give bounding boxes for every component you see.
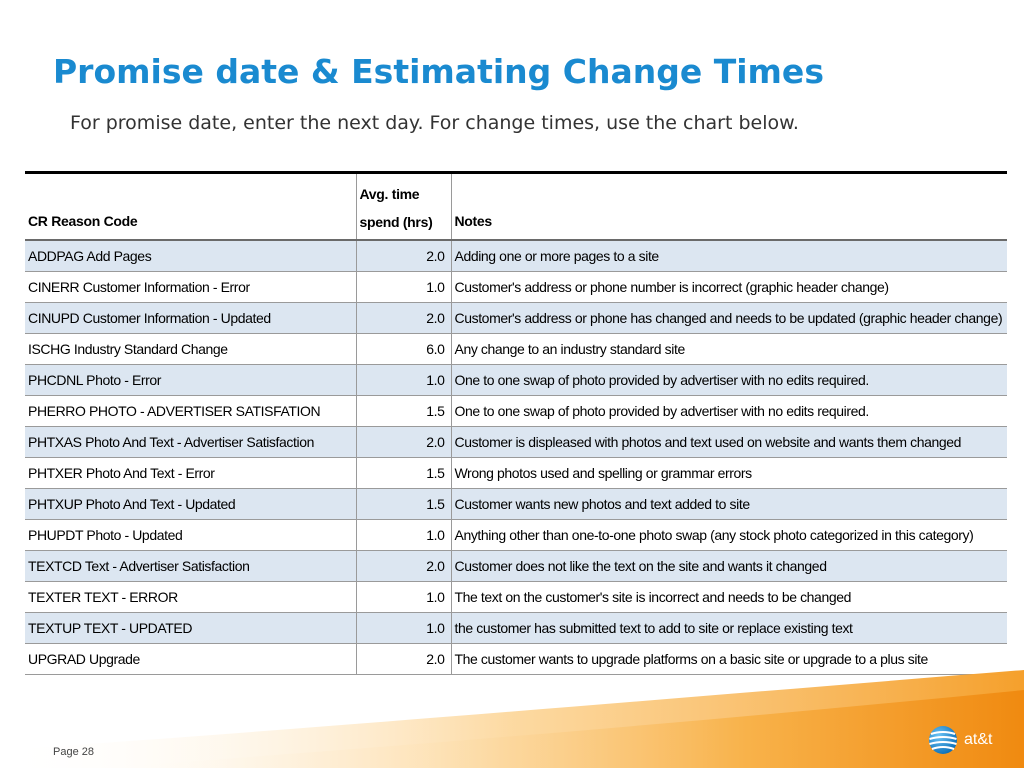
cell-reason-code: CINUPD Customer Information - Updated bbox=[25, 303, 356, 334]
change-times-grid bbox=[25, 174, 1007, 675]
table-row bbox=[25, 551, 1007, 582]
cell-reason-code: TEXTUP TEXT - UPDATED bbox=[25, 613, 356, 644]
cell-notes: Customer's address or phone number is incorrect (graphic header change) bbox=[451, 272, 1007, 303]
cell-reason-code: TEXTER TEXT - ERROR bbox=[25, 582, 356, 613]
table-row bbox=[25, 427, 1007, 458]
cell-avg-time: 1.0 bbox=[356, 613, 451, 644]
cell-notes: One to one swap of photo provided by advertiser with no edits required. bbox=[451, 396, 1007, 427]
cell-reason-code: PHUPDT Photo - Updated bbox=[25, 520, 356, 551]
table-row bbox=[25, 489, 1007, 520]
cell-notes: Adding one or more pages to a site bbox=[451, 240, 1007, 272]
cell-avg-time: 6.0 bbox=[356, 334, 451, 365]
table-row bbox=[25, 458, 1007, 489]
cell-notes: Any change to an industry standard site bbox=[451, 334, 1007, 365]
table-row bbox=[25, 272, 1007, 303]
cell-avg-time: 1.0 bbox=[356, 520, 451, 551]
cell-avg-time: 2.0 bbox=[356, 551, 451, 582]
cell-notes: Anything other than one-to-one photo swap (any stock photo categorized in this category) bbox=[451, 520, 1007, 551]
cell-avg-time: 1.0 bbox=[356, 582, 451, 613]
cell-reason-code: PHTXAS Photo And Text - Advertiser Satisfaction bbox=[25, 427, 356, 458]
table-row bbox=[25, 303, 1007, 334]
table-header-row bbox=[25, 174, 1007, 240]
table-row bbox=[25, 240, 1007, 272]
change-times-table bbox=[25, 171, 1007, 675]
table-row bbox=[25, 334, 1007, 365]
page-number: Page 28 bbox=[53, 746, 94, 758]
cell-avg-time: 1.5 bbox=[356, 489, 451, 520]
globe-icon bbox=[928, 725, 958, 755]
header-avg-time bbox=[356, 174, 451, 240]
cell-notes: The customer wants to upgrade platforms on a basic site or upgrade to a plus site bbox=[451, 644, 1007, 675]
header-notes: Notes bbox=[451, 174, 1007, 240]
cell-reason-code: PHTXER Photo And Text - Error bbox=[25, 458, 356, 489]
cell-avg-time: 1.0 bbox=[356, 365, 451, 396]
cell-notes: The text on the customer's site is incorrect and needs to be changed bbox=[451, 582, 1007, 613]
slide-title: Promise date & Estimating Change Times bbox=[53, 52, 824, 91]
cell-reason-code: PHERRO PHOTO - ADVERTISER SATISFATION bbox=[25, 396, 356, 427]
cell-notes: Wrong photos used and spelling or grammar errors bbox=[451, 458, 1007, 489]
cell-notes: Customer wants new photos and text added to site bbox=[451, 489, 1007, 520]
table-row bbox=[25, 365, 1007, 396]
cell-reason-code: TEXTCD Text - Advertiser Satisfaction bbox=[25, 551, 356, 582]
cell-avg-time: 2.0 bbox=[356, 240, 451, 272]
cell-reason-code: ISCHG Industry Standard Change bbox=[25, 334, 356, 365]
table-row bbox=[25, 582, 1007, 613]
cell-notes: Customer does not like the text on the site and wants it changed bbox=[451, 551, 1007, 582]
att-logo-text: at&t bbox=[964, 731, 993, 748]
cell-avg-time: 2.0 bbox=[356, 644, 451, 675]
header-avg-time-line1: Avg. time bbox=[359, 186, 420, 202]
footer-swoosh bbox=[0, 650, 1024, 768]
slide-subtitle: For promise date, enter the next day. For change times, use the chart below. bbox=[70, 112, 799, 134]
header-avg-time-line2: spend (hrs) bbox=[359, 214, 433, 230]
cell-reason-code: PHCDNL Photo - Error bbox=[25, 365, 356, 396]
cell-avg-time: 1.5 bbox=[356, 458, 451, 489]
table-row bbox=[25, 520, 1007, 551]
table-row bbox=[25, 613, 1007, 644]
cell-notes: Customer is displeased with photos and text used on website and wants them changed bbox=[451, 427, 1007, 458]
header-cr-reason-code: CR Reason Code bbox=[25, 174, 356, 240]
att-logo bbox=[928, 724, 1018, 756]
cell-avg-time: 1.5 bbox=[356, 396, 451, 427]
cell-reason-code: PHTXUP Photo And Text - Updated bbox=[25, 489, 356, 520]
cell-notes: Customer's address or phone has changed and needs to be updated (graphic header change) bbox=[451, 303, 1007, 334]
cell-reason-code: CINERR Customer Information - Error bbox=[25, 272, 356, 303]
cell-reason-code: ADDPAG Add Pages bbox=[25, 240, 356, 272]
table-row bbox=[25, 396, 1007, 427]
cell-notes: the customer has submitted text to add to site or replace existing text bbox=[451, 613, 1007, 644]
cell-reason-code: UPGRAD Upgrade bbox=[25, 644, 356, 675]
cell-avg-time: 2.0 bbox=[356, 427, 451, 458]
cell-avg-time: 1.0 bbox=[356, 272, 451, 303]
cell-notes: One to one swap of photo provided by advertiser with no edits required. bbox=[451, 365, 1007, 396]
cell-avg-time: 2.0 bbox=[356, 303, 451, 334]
